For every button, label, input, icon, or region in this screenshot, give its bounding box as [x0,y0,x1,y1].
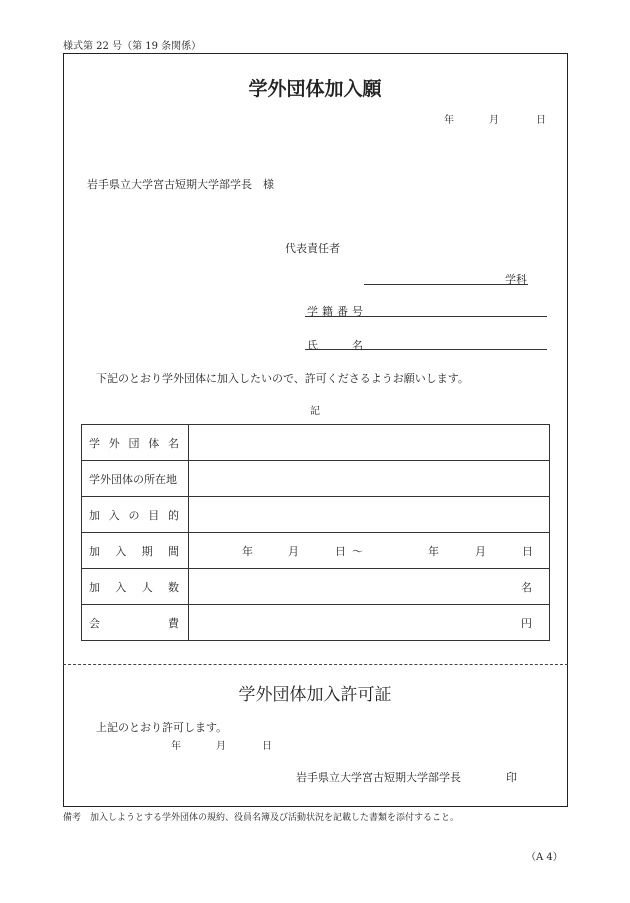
period-month-end: 月 [475,544,486,558]
student-id-char: 籍 [322,305,333,318]
date-day: 日 [536,115,546,126]
permit-text: 上記のとおり許可します。 [96,721,228,734]
cut-line [63,664,568,665]
label-char: 会 [89,616,100,630]
permit-date-year: 年 [171,741,181,752]
label-char: 名 [168,436,179,450]
organization-name-field[interactable] [189,425,550,461]
name-line[interactable] [305,349,547,350]
table-row [82,605,550,641]
name-label [307,337,363,353]
table-row [82,533,550,569]
addressee: 岩手県立大学宮古短期大学部学長 様 [87,178,274,191]
application-table [81,424,550,641]
table-row [82,497,550,533]
label-char: 目 [148,508,160,522]
permit-signer: 岩手県立大学宮古短期大学部学長 [296,771,461,784]
period-tilde: ～ [352,544,363,558]
ki-label: 記 [310,406,320,417]
purpose-field[interactable] [189,497,550,533]
label-char: 加 [89,544,100,558]
label-char: 期 [141,544,153,558]
fee-unit: 円 [521,616,532,630]
row-label [82,533,189,569]
period-field[interactable] [189,533,550,569]
application-title: 学外団体加入願 [248,78,382,100]
department-label: 学科 [505,273,527,286]
label-char: 学 [89,436,100,450]
row-label [82,425,189,461]
permit-date-day: 日 [262,741,272,752]
label-char: 団 [128,436,140,450]
student-id-char: 学 [307,305,318,318]
form-number: 様式第 22 号（第 19 条関係） [63,41,202,52]
permit-title: 学外団体加入許可証 [238,685,392,705]
period-day-end: 日 [522,544,533,558]
student-id-line[interactable] [305,316,547,317]
label-char: 体 [148,436,160,450]
date-month: 月 [489,115,499,126]
name-char: 氏 [307,339,318,352]
table-row [82,425,550,461]
count-unit: 名 [521,580,532,594]
label-char: 加 [89,508,100,522]
date-year: 年 [444,115,454,126]
label-char: 人 [141,580,153,594]
department-line [364,284,528,285]
footnote: 備考 加入しようとする学外団体の規約、役員名簿及び活動状況を記載した書類を添付すること。 [63,813,460,823]
fee-field[interactable] [189,605,550,641]
label-char: 間 [167,544,179,558]
organization-address-field[interactable] [189,461,550,497]
representative-label: 代表責任者 [285,242,340,255]
member-count-field[interactable] [189,569,550,605]
row-label [82,569,189,605]
period-year-start: 年 [242,544,253,558]
table-row [82,461,550,497]
label-char: の [128,508,140,522]
permit-date-month: 月 [216,741,226,752]
label-char: 入 [108,508,120,522]
name-char: 名 [352,339,363,352]
period-day-start: 日 [335,544,346,558]
label-text: 学外団体の所在地 [89,472,177,486]
period-year-end: 年 [428,544,439,558]
table-row [82,569,550,605]
label-char: 的 [168,508,179,522]
seal-mark: 印 [506,771,517,784]
label-char: 数 [167,580,179,594]
student-id-char: 号 [352,305,363,318]
label-char: 加 [89,580,100,594]
label-char: 費 [168,616,179,630]
label-char: 外 [108,436,120,450]
label-char: 入 [115,580,127,594]
student-id-char: 番 [337,305,348,318]
row-label [82,497,189,533]
label-char: 入 [115,544,127,558]
paper-size: （A 4） [526,852,563,863]
row-label [82,605,189,641]
body-text: 下記のとおり学外団体に加入したいので、許可くださるようお願いします。 [96,372,469,385]
period-month-start: 月 [288,544,299,558]
row-label [82,461,189,497]
